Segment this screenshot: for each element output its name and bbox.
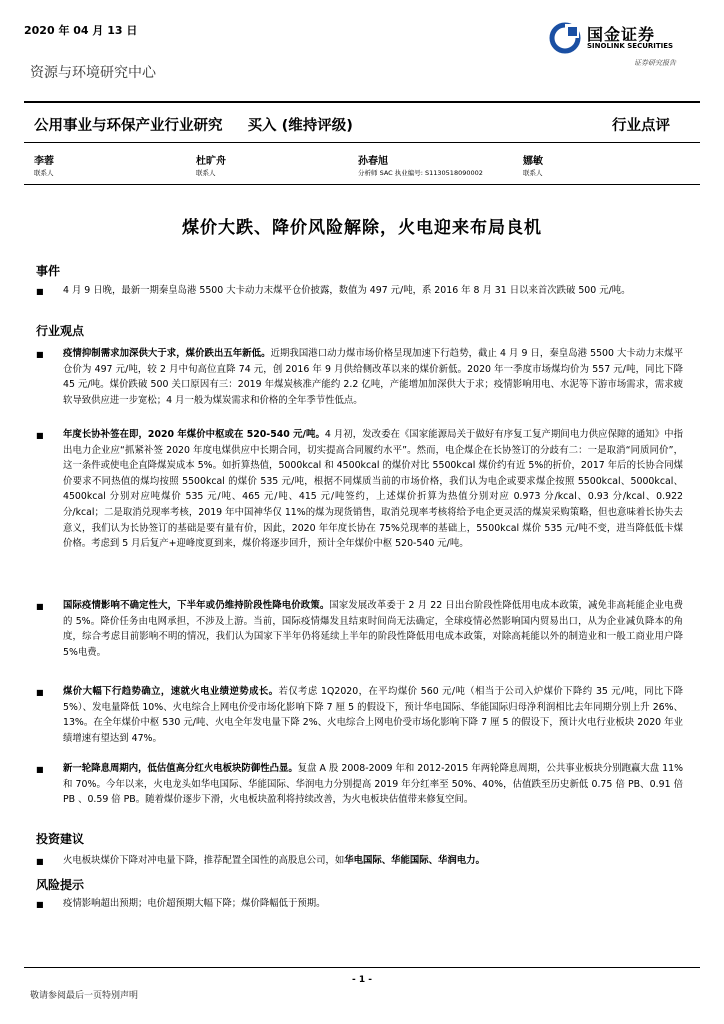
view-paragraph — [63, 761, 683, 808]
author-role: 联系人 — [34, 169, 54, 177]
author-name: 杜旷舟 — [196, 156, 226, 167]
view-lead: 煤价大幅下行趋势确立，速就火电业绩逆势成长。 — [63, 686, 279, 697]
advice-text — [63, 853, 683, 869]
author-role: 联系人 — [523, 169, 543, 177]
advice-body: 火电板块煤价下降对冲电量下降，推荐配置全国性的高股息公司，如 — [63, 855, 345, 866]
view-lead: 疫情抑制需求加深供大于求，煤价跌出五年新低。 — [63, 348, 271, 359]
event-text: 4 月 9 日晚，最新一期秦皇岛港 5500 大卡动力末煤平仓价披露，数值为 497 元/吨，系 2016 年 8 月 31 日以来首次跌破 500 元/吨。 — [63, 285, 631, 296]
main-title: 煤价大跌、降价风险解除，火电迎来布局良机 — [182, 218, 542, 238]
page-number: - 1 - — [352, 975, 372, 985]
author-role: 联系人 — [196, 169, 216, 177]
footer-disclaimer: 敬请参阅最后一页特别声明 — [30, 991, 139, 1001]
bullet-icon: ■ — [36, 857, 44, 866]
advice-companies: 华电国际、华能国际、华润电力。 — [344, 855, 485, 866]
report-date: 2020 年 04 月 13 日 — [24, 24, 138, 37]
author-role: 分析师 SAC 执业编号: S1130518090002 — [358, 169, 483, 177]
view-paragraph — [63, 427, 683, 552]
section-event: 事件 — [36, 264, 61, 278]
bullet-icon: ■ — [36, 900, 44, 909]
view-body: 近期我国港口动力煤市场价格呈现加速下行趋势，截止 4 月 9 日，秦皇岛港 5500 大卡动力末煤平仓价为 497 元/吨，较 2 月中旬高位直降 74 元，创 2016 年 9 月供给侧改革以来的煤价新低。2020 年一季度市场煤均价为 557 元/吨，同比下降 45 元/吨。煤价跌破 500 关口原因有三：2019 年煤炭核准产能约 2.2 亿吨，产能增加加深供大于求；疫情影响用电、水泥等下游市场需求，需求疲软导致供应进一步宽松；4 月一般为煤炭需求和价格的全年季节性低点。 — [63, 348, 683, 406]
bullet-icon: ■ — [36, 431, 44, 440]
section-views: 行业观点 — [36, 324, 85, 338]
brand-name-cn: 国金证券 — [587, 25, 656, 44]
bullet-icon: ■ — [36, 688, 44, 697]
author-name: 李蓉 — [34, 156, 54, 167]
view-body: 4 月初，发改委在《国家能源局关于做好有序复工复产期间电力供应保障的通知》中指出电力企业应“抓紧补签 2020 年度电煤供应中长期合同，切实提高合同履约水平”。然而，电企煤企在长协签订的分歧有二：一是取消“同质同价”，这一条件或使电企直降煤炭成本 5%。如折算热值，5000kcal 和 4500kcal 的煤价对比 5500kcal 煤价约有近 5%的折价，2017 年后的长协合同煤价要求不同热值的煤均按照 5500kcal 的煤价 535 元/吨，根据不同煤质当前的市场价格，我们认为电企或要求煤企按照 5500kcal、5000kcal、4500kcal 分别对应吨煤价 535 元/吨、465 元/吨、415 元/吨签约，上述煤价折算为热值分别对应 0.973 分/kcal、0.93 分/kcal、0.922 分/kcal；二是取消兑现率考核，2019 年中国神华仅 11%的煤为现货销售，取消兑现率考核将给予电企更灵活的煤炭采购策略，但也意味着长协失去意义，我们认为长协签订的基础是要有量有价，因此，2020 年年度长协在 75%兑现率的基础上，5500kcal 煤价 535 元/吨不变，进当降低低卡煤价格。考虑到 5 月后复产+迎峰度夏到来，煤价将逐步回升，预计全年煤价中枢 520-540 元/吨。 — [63, 429, 683, 550]
view-paragraph — [63, 346, 683, 408]
view-lead: 年度长协补签在即，2020 年煤价中枢或在 520-540 元/吨。 — [63, 429, 325, 440]
industry-title: 公用事业与环保产业行业研究 — [34, 118, 223, 134]
bullet-icon: ■ — [36, 287, 44, 296]
brand-name-en: SINOLINK SECURITIES — [587, 42, 674, 50]
view-body: 复盘 A 股 2008-2009 年和 2012-2015 年两轮降息周期，公共事业板块分别跑赢大盘 11%和 70%。今年以来，火电龙头如华电国际、华能国际、华润电力分别提高 2019 年分红率至 50%、40%，估值跌至历史新低 0.75 倍 PB、0.91 倍 PB 、0.59 倍 PB。随着煤价逐步下滑，火电板块盈利将持续改善，为火电板块估值带来修复空间。 — [63, 763, 683, 806]
bullet-icon: ■ — [36, 602, 44, 611]
report-type: 行业点评 — [612, 118, 670, 134]
view-paragraph — [63, 598, 683, 660]
brand-subtitle: 证券研究报告 — [634, 59, 676, 67]
divider-bottom — [24, 967, 700, 968]
bullet-icon: ■ — [36, 765, 44, 774]
risk-text: 疫情影响超出预期；电价超预期大幅下降；煤价降幅低于预期。 — [63, 898, 326, 909]
department: 资源与环境研究中心 — [30, 65, 156, 81]
author-name: 孙春旭 — [358, 156, 388, 167]
bullet-icon: ■ — [36, 350, 44, 359]
view-lead: 国际疫情影响不确定性大，下半年或仍维持阶段性降电价政策。 — [63, 600, 330, 611]
divider-authors — [24, 184, 700, 185]
divider-top — [24, 101, 700, 103]
title-bar — [34, 114, 373, 135]
brand-logo — [549, 22, 697, 60]
view-body: 国家发展改革委于 2 月 22 日出台阶段性降低用电成本政策，减免非高耗能企业电费的 5%。降价任务由电网承担，不涉及上游。当前，国际疫情爆发且结束时间尚无法确定，全球疫情必然影响国内贸易出口，从为企业减负降本的角度，综合考虑目前影响不明的情况，我们认为国家下半年仍将延续上半年的阶段性降低用电成本政策，对除高耗能以外的制造业和一般工商业用户降 5%电费。 — [63, 600, 683, 658]
author-name: 娜敏 — [523, 156, 543, 167]
section-risk: 风险提示 — [36, 878, 85, 892]
view-paragraph — [63, 684, 683, 746]
section-advice: 投资建议 — [36, 832, 85, 846]
view-body: 若仅考虑 1Q2020，在平均煤价 560 元/吨（相当于公司入炉煤价下降约 35 元/吨，同比下降 5%）、发电量降低 10%、火电综合上网电价受市场化影响下降 7 厘 5 的假设下，预计华电国际、华能国际归母净利润相比去年同期分别上升 26%、13%。在全年煤价中枢 530 元/吨、火电全年发电量下降 2%、火电综合上网电价受市场化影响下降 7 厘 5 的假设下，预计火电行业板块 2020 年业绩增速有望达到 47%。 — [63, 686, 683, 744]
rating: 买入 (维持评级) — [247, 118, 353, 134]
divider-mid — [24, 142, 700, 143]
sinolink-logo-icon — [549, 22, 581, 54]
view-lead: 新一轮降息周期内，低估值高分红火电板块防御性凸显。 — [63, 763, 298, 774]
